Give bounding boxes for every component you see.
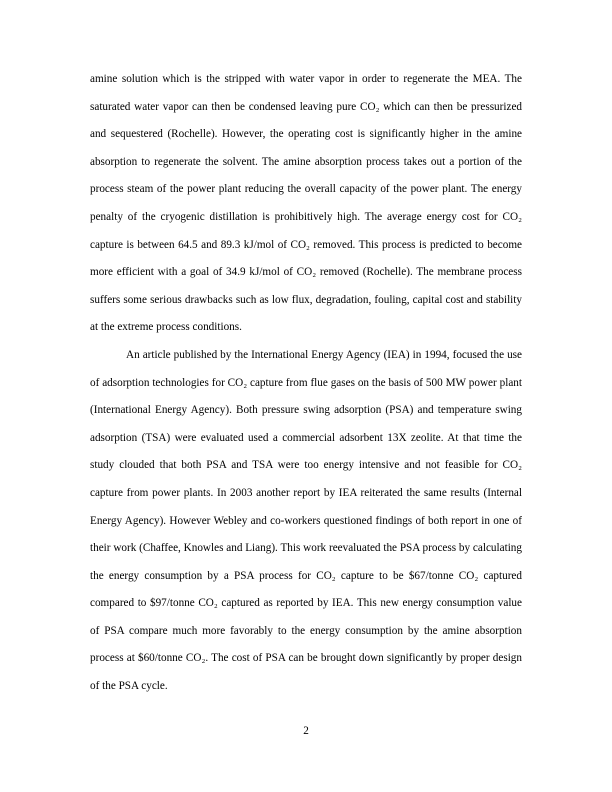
body-text xyxy=(90,66,522,701)
paragraph-1: amine solution which is the stripped with water vapor in order to regenerate the MEA. The saturated water vapor can then be condensed leaving pure CO₂ which can then be pressurized and sequestered (Rochelle). However, the operating cost is significantly higher in the amine absorption to regenerate the solvent. The amine absorption process takes out a portion of the process steam of the power plant reducing the overall capacity of the power plant. The energy penalty of the cryogenic distillation is prohibitively high. The average energy cost for CO₂ capture is between 64.5 and 89.3 kJ/mol of CO₂ removed. This process is predicted to become more efficient with a goal of 34.9 kJ/mol of CO₂ removed (Rochelle). The membrane process suffers some serious drawbacks such as low flux, degradation, fouling, capital cost and stability at the extreme process conditions. xyxy=(90,73,522,334)
page-number: 2 xyxy=(303,725,309,737)
paragraph-2: An article published by the International Energy Agency (IEA) in 1994, focused the use of adsorption technologies for CO₂ capture from flue gases on the basis of 500 MW power plant (International Energy Agency). Both pressure swing adsorption (PSA) and temperature swing adsorption (TSA) were evaluated used a commercial adsorbent 13X zeolite. At that time the study clouded that both PSA and TSA were too energy intensive and not feasible for CO₂ capture from power plants. In 2003 another report by IEA reiterated the same results (Internal Energy Agency). However Webley and co-workers questioned findings of both report in one of their work (Chaffee, Knowles and Liang). This work reevaluated the PSA process by calculating the energy consumption by a PSA process for CO₂ capture to be $67/tonne CO₂ captured compared to $97/tonne CO₂ captured as reported by IEA. This new energy consumption value of PSA compare much more favorably to the energy consumption by the amine absorption process at $60/tonne CO₂. The cost of PSA can be brought down significantly by proper design of the PSA cycle. xyxy=(90,348,522,693)
